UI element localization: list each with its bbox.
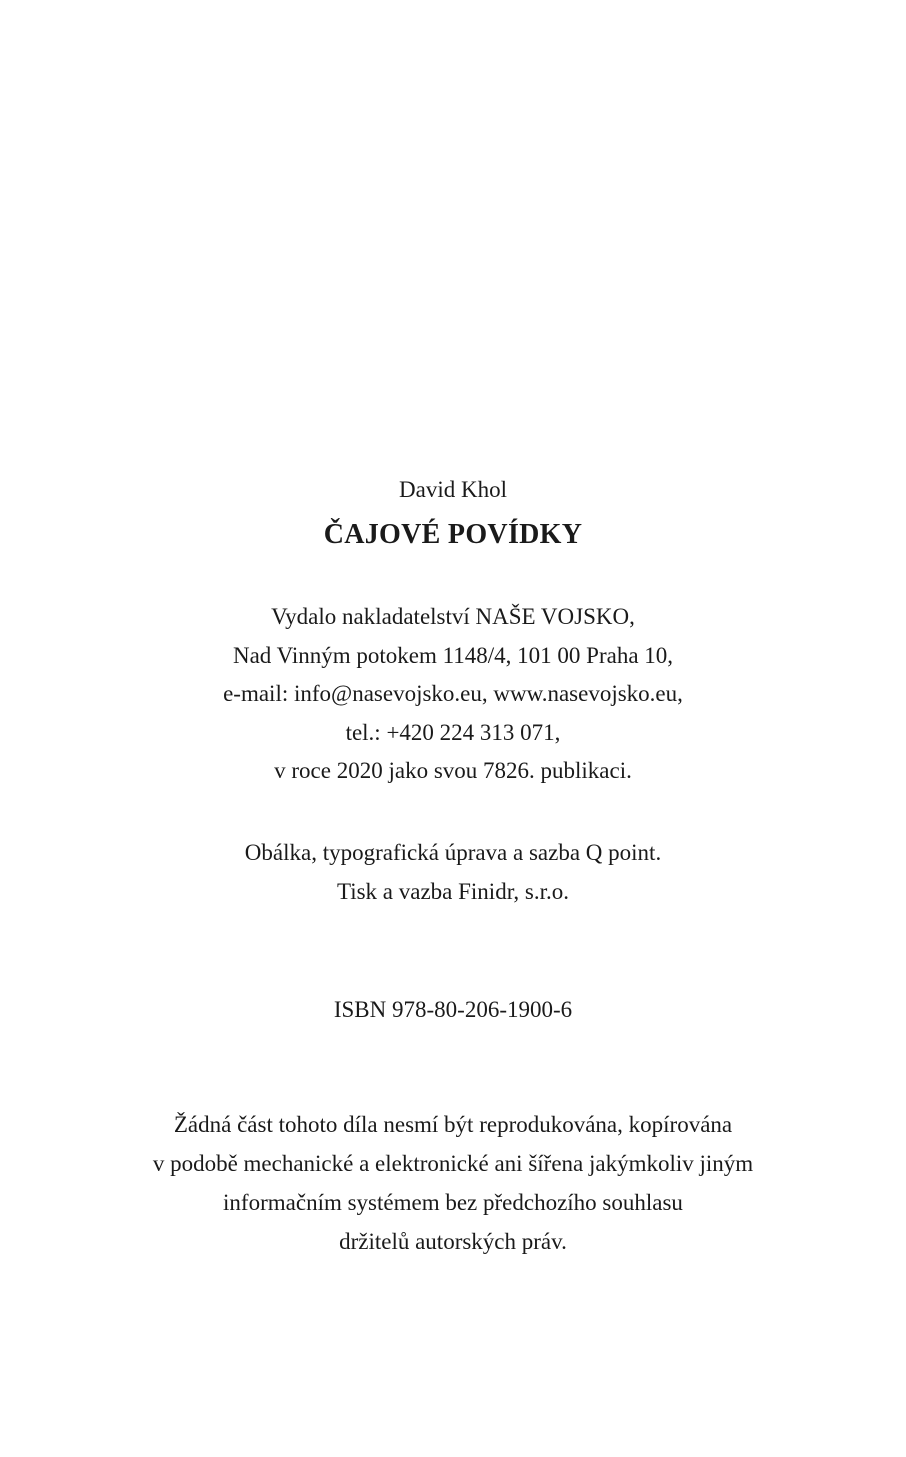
publisher-address-line: Nad Vinným potokem 1148/4, 101 00 Praha 10,: [232, 642, 674, 668]
copyright-notice: [0, 1105, 906, 1261]
copyright-notice-line: v podobě mechanické a elektronické ani šířena jakýmkoliv jiným: [152, 1151, 754, 1176]
isbn-block: [0, 991, 906, 1030]
author-name: David Khol: [399, 477, 507, 502]
print-credit-line: Tisk a vazba Finidr, s.r.o.: [336, 878, 570, 904]
publisher-line: Vydalo nakladatelství NAŠE VOJSKO,: [271, 604, 635, 629]
copyright-notice-line: informačním systémem bez předchozího souhlasu: [223, 1190, 683, 1215]
isbn-number: ISBN 978-80-206-1900-6: [333, 997, 573, 1022]
publisher-phone-line: tel.: +420 224 313 071,: [345, 719, 561, 745]
production-credits: [0, 834, 906, 911]
book-title: ČAJOVÉ POVÍDKY: [323, 519, 583, 550]
copyright-notice-line: držitelů autorských práv.: [339, 1229, 567, 1254]
copyright-notice-line: Žádná část tohoto díla nesmí být reprodukována, kopírována: [173, 1112, 733, 1137]
publication-year-line: v roce 2020 jako svou 7826. publikaci.: [274, 758, 632, 783]
design-credit-line: Obálka, typografická úprava a sazba Q point.: [244, 840, 662, 865]
publisher-contact-line: e-mail: info@nasevojsko.eu, www.nasevojsko.eu,: [223, 681, 683, 706]
publisher-info: [0, 598, 906, 791]
